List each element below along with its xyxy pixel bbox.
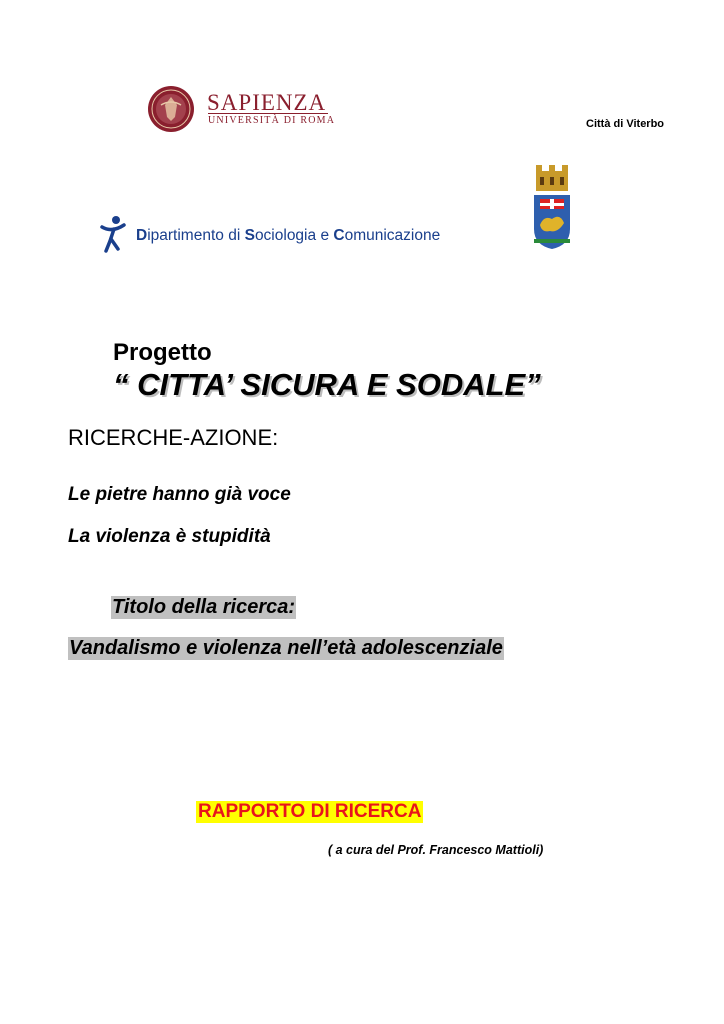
city-name: Città di Viterbo: [586, 118, 665, 130]
sapienza-seal-icon: [147, 85, 195, 133]
report-label: RAPPORTO DI RICERCA: [198, 801, 422, 822]
research-title-label: Titolo della ricerca:: [112, 596, 296, 618]
project-label: Progetto: [113, 339, 212, 366]
university-subtitle: UNIVERSITÀ DI ROMA: [208, 115, 336, 126]
research-title: Vandalismo e violenza nell’età adolescenziale: [69, 637, 503, 659]
report-curator: ( a cura del Prof. Francesco Mattioli): [328, 843, 544, 857]
university-name: SAPIENZA: [207, 90, 327, 115]
research-actions-heading: RICERCHE-AZIONE:: [68, 425, 279, 450]
department-name: Dipartimento di Sociologia e Comunicazione: [136, 227, 441, 244]
research-action-item: La violenza è stupidità: [68, 526, 271, 547]
research-action-item: Le pietre hanno già voce: [68, 484, 291, 505]
project-title: “ CITTA’ SICURA E SODALE”: [113, 367, 541, 402]
viterbo-coat-of-arms-icon: [528, 163, 576, 251]
department-figure-icon: [98, 215, 128, 253]
